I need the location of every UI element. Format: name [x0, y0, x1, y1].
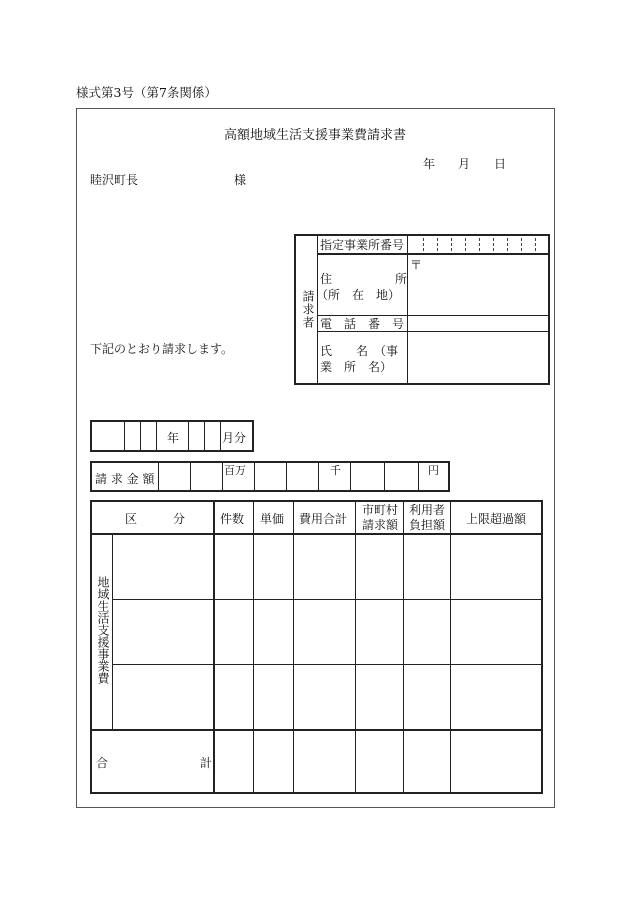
header-total-cost: 費用合計: [299, 512, 348, 526]
amount-label: 請 求 金 額: [95, 472, 155, 486]
header-category: 区 分: [125, 512, 186, 526]
header-count: 件数: [220, 512, 245, 526]
name-label-sub: 業 所 名）: [320, 360, 393, 374]
date-year-label: 年: [423, 157, 436, 171]
header-user: 利用者: [409, 503, 446, 517]
period-month-label: 月分: [222, 431, 247, 445]
unit-yen: 円: [428, 464, 439, 477]
period-year-label: 年: [167, 431, 180, 445]
header-excess: 上限超過額: [466, 512, 527, 526]
request-text: 下記のとおり請求します。: [90, 342, 234, 356]
header-municipal: 市町村: [362, 503, 399, 517]
addressee-honorific: 様: [234, 173, 247, 187]
header-user-sub: 負担額: [409, 518, 446, 532]
facility-number-label: 指定事業所番号: [320, 238, 405, 252]
table-side-label: 地域生活支援事業費: [96, 576, 110, 684]
total-label-start: 合: [96, 756, 109, 770]
header-municipal-sub: 請求額: [362, 518, 399, 532]
form-title: 高額地域生活支援事業費請求書: [223, 128, 406, 143]
cost-table: [90, 500, 543, 794]
form-number: 様式第3号（第7条関係）: [76, 85, 217, 100]
name-label: 氏 名 （事: [320, 344, 399, 358]
total-label-end: 計: [200, 756, 213, 770]
phone-label: 電 話 番 号: [320, 317, 405, 331]
claimant-side-label: 請求者: [301, 290, 315, 329]
address-label-sub: （所 在 地）: [316, 288, 401, 302]
postal-mark: 〒: [410, 258, 423, 272]
date-month-label: 月: [458, 157, 471, 171]
date-day-label: 日: [494, 157, 507, 171]
unit-thousand: 千: [330, 464, 341, 477]
address-label: 住 所: [320, 272, 408, 286]
addressee-name: 睦沢町長: [90, 173, 139, 187]
header-unit-price: 単価: [260, 512, 285, 526]
unit-million: 百万: [224, 464, 246, 477]
